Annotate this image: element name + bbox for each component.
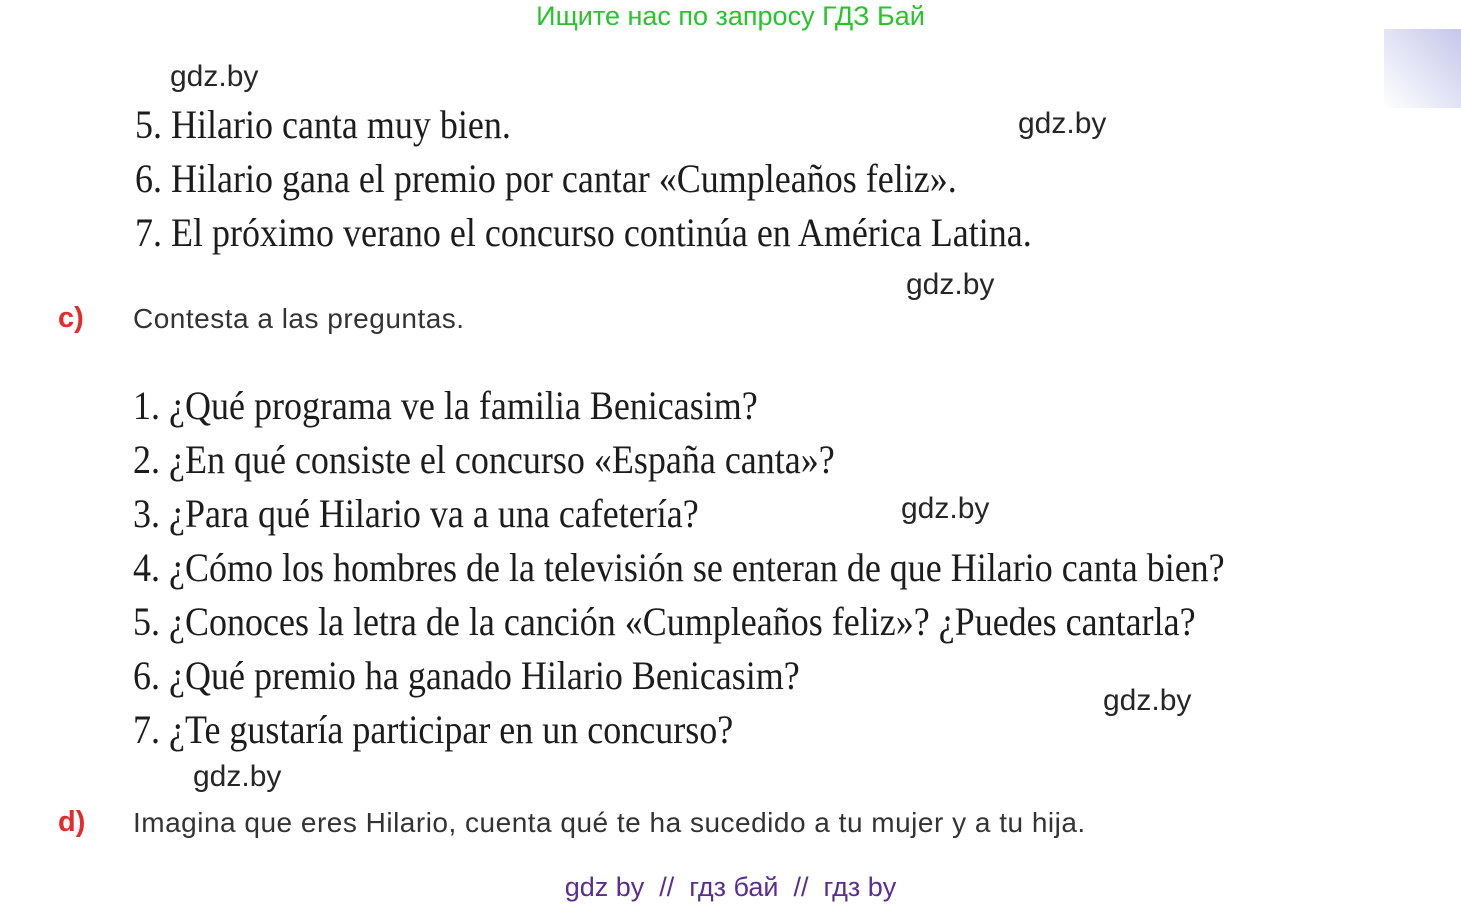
question-text: ¿Te gustaría participar en un concurso?	[169, 707, 734, 752]
section-c-label: c)	[58, 302, 84, 334]
statement-text: Hilario canta muy bien.	[171, 102, 511, 147]
statement-line	[135, 101, 511, 148]
gdzby-watermark: gdz.by	[1103, 684, 1192, 717]
question-number: 1.	[133, 383, 160, 428]
section-d-label: d)	[58, 806, 86, 838]
question-line	[133, 382, 758, 429]
section-d-text: Imagina que eres Hilario, cuenta qué te ha sucedido a tu mujer y a tu hija.	[133, 807, 1086, 838]
question-line	[133, 436, 835, 483]
question-text: ¿Para qué Hilario va a una cafetería?	[169, 491, 699, 536]
gdzby-watermark: gdz.by	[901, 492, 990, 525]
statement-number: 5.	[135, 102, 162, 147]
gdzby-watermark: gdz.by	[193, 760, 282, 793]
question-text: ¿En qué consiste el concurso «España canta»?	[169, 437, 835, 482]
question-line	[133, 598, 1196, 645]
question-number: 5.	[133, 599, 160, 644]
corner-gradient-decoration	[1384, 29, 1461, 108]
statement-number: 7.	[135, 210, 162, 255]
question-line	[133, 544, 1225, 591]
question-number: 6.	[133, 653, 160, 698]
question-text: ¿Qué premio ha ganado Hilario Benicasim?	[169, 653, 800, 698]
promo-header: Ищите нас по запросу ГДЗ Бай	[536, 1, 925, 31]
question-number: 3.	[133, 491, 160, 536]
statement-text: El próximo verano el concurso continúa en América Latina.	[171, 210, 1032, 255]
question-line	[133, 706, 733, 753]
question-text: ¿Qué programa ve la familia Benicasim?	[169, 383, 758, 428]
statement-number: 6.	[135, 156, 162, 201]
question-number: 7.	[133, 707, 160, 752]
question-line	[133, 490, 699, 537]
gdzby-watermark: gdz.by	[1018, 107, 1107, 140]
gdzby-watermark: gdz.by	[170, 60, 259, 93]
question-line	[133, 652, 800, 699]
statement-line	[135, 209, 1032, 256]
statement-line	[135, 155, 957, 202]
section-c-title: Contesta a las preguntas.	[133, 303, 465, 334]
gdzby-watermark: gdz.by	[906, 268, 995, 301]
statement-text: Hilario gana el premio por cantar «Cumpleaños feliz».	[171, 156, 957, 201]
question-number: 4.	[133, 545, 160, 590]
question-number: 2.	[133, 437, 160, 482]
question-text: ¿Conoces la letra de la canción «Cumpleaños feliz»? ¿Puedes cantarla?	[169, 599, 1196, 644]
question-text: ¿Cómo los hombres de la televisión se enteran de que Hilario canta bien?	[169, 545, 1225, 590]
footer-branding: gdz by // гдз бай // гдз by	[564, 872, 897, 902]
